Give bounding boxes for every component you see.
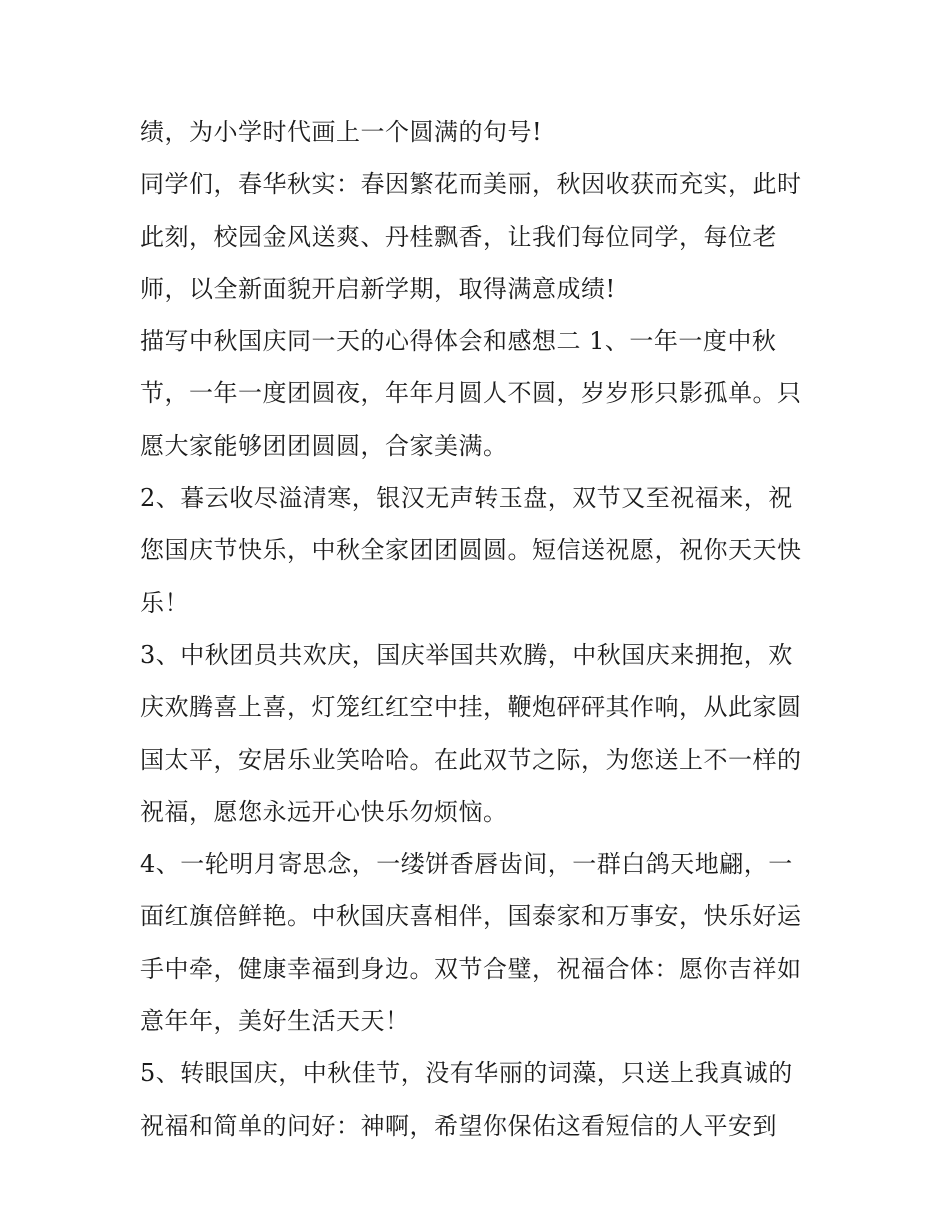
text-line: 祝福，愿您永远开心快乐勿烦恼。 [140, 797, 508, 826]
text-line: 此刻，校园金风送爽、丹桂飘香，让我们每位同学，每位老 [140, 222, 777, 251]
text-line: 手中牵，健康幸福到身边。双节合璧，祝福合体：愿你吉祥如 [140, 954, 802, 983]
text-line: 师，以全新面貌开启新学期，取得满意成绩! [140, 274, 616, 303]
text-line: 祝福和简单的问好：神啊，希望你保佑这看短信的人平安到 [140, 1111, 777, 1140]
text-line: 您国庆节快乐，中秋全家团团圆圆。短信送祝愿，祝你天天快 [140, 536, 802, 565]
text-line: 描写中秋国庆同一天的心得体会和感想二 1、一年一度中秋 [140, 327, 777, 356]
text-line: 4、一轮明月寄思念，一缕饼香唇齿间，一群白鸽天地翩，一 [140, 850, 793, 879]
text-line: 国太平，安居乐业笑哈哈。在此双节之际，为您送上不一样的 [140, 745, 802, 774]
text-line: 愿大家能够团团圆圆，合家美满。 [140, 431, 508, 460]
text-line: 意年年，美好生活天天！ [140, 1007, 410, 1036]
text-line: 3、中秋团员共欢庆，国庆举国共欢腾，中秋国庆来拥抱，欢 [140, 640, 793, 669]
document-body [140, 106, 820, 1152]
text-line: 节，一年一度团圆夜，年年月圆人不圆，岁岁形只影孤单。只 [140, 379, 802, 408]
text-line: 乐！ [140, 588, 189, 617]
text-line: 面红旗倍鲜艳。中秋国庆喜相伴，国泰家和万事安，快乐好运 [140, 902, 802, 931]
text-line: 庆欢腾喜上喜，灯笼红红空中挂，鞭炮砰砰其作响，从此家圆 [140, 693, 802, 722]
text-line: 2、暮云收尽溢清寒，银汉无声转玉盘，双节又至祝福来，祝 [140, 484, 793, 513]
text-line: 同学们，春华秋实：春因繁花而美丽，秋因收获而充实，此时 [140, 170, 802, 199]
text-line: 5、转眼国庆，中秋佳节，没有华丽的词藻，只送上我真诚的 [140, 1059, 793, 1088]
text-line: 绩，为小学时代画上一个圆满的句号! [140, 118, 543, 146]
